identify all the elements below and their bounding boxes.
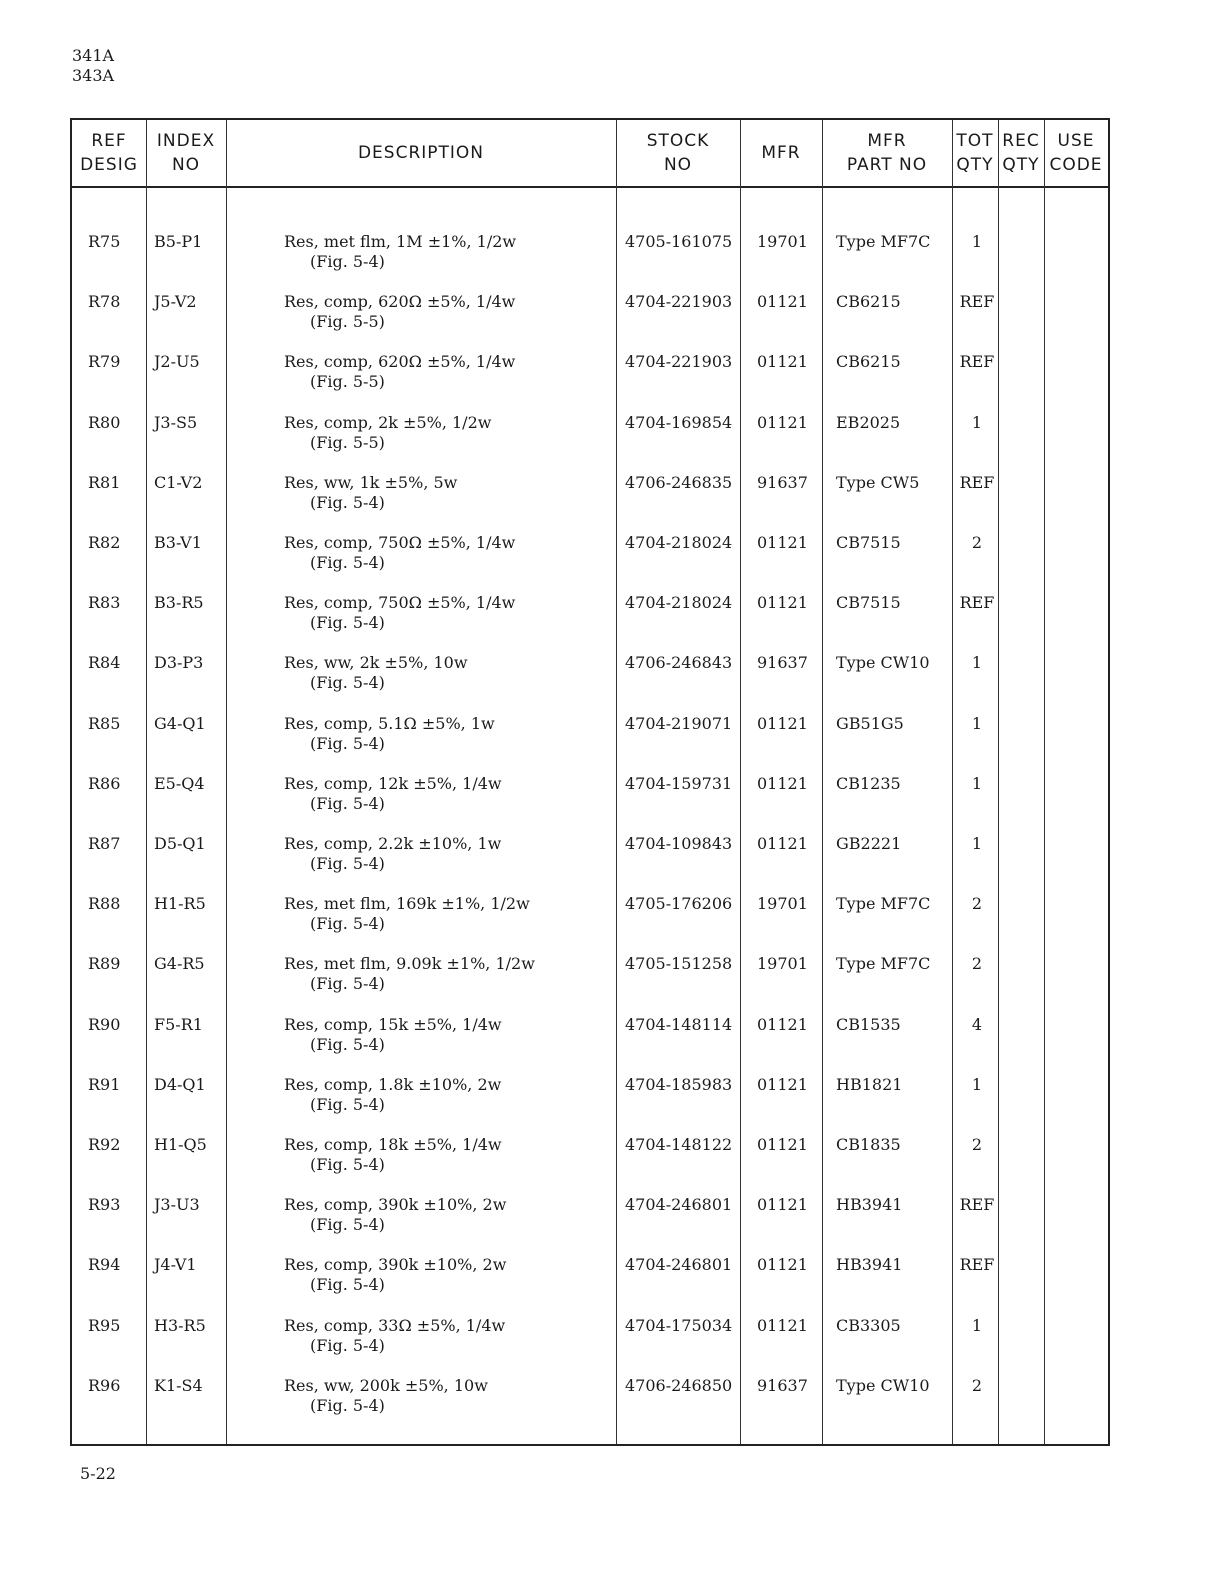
cell-description xyxy=(284,1135,502,1175)
cell-description xyxy=(284,292,515,332)
cell-index-no: B5-P1 xyxy=(154,232,203,251)
cell-stock-no: 4704-148114 xyxy=(625,1014,733,1034)
cell-description xyxy=(284,473,457,513)
figure-reference: (Fig. 5-4) xyxy=(310,793,385,813)
description-text: Res, comp, 15k ±5%, 1/4w xyxy=(284,1014,502,1034)
cell-description xyxy=(284,352,515,392)
cell-index-no: D5-Q1 xyxy=(154,834,206,853)
header-use-code: USE CODE xyxy=(1049,131,1103,175)
cell-index-no: H3-R5 xyxy=(154,1315,206,1335)
description-text: Res, comp, 5.1Ω ±5%, 1w xyxy=(284,713,495,733)
cell-description xyxy=(284,1195,506,1235)
cell-description xyxy=(284,894,530,934)
cell-description xyxy=(284,1015,502,1055)
figure-reference: (Fig. 5-4) xyxy=(310,492,385,512)
description-text: Res, met flm, 1M ±1%, 1/2w xyxy=(284,232,517,251)
figure-reference: (Fig. 5-5) xyxy=(310,312,385,332)
cell-ref-desig: R90 xyxy=(88,1014,121,1034)
cell-ref-desig: R75 xyxy=(88,232,121,251)
cell-mfr: 91637 xyxy=(757,1375,808,1395)
cell-ref-desig: R83 xyxy=(88,593,121,613)
cell-ref-desig: R91 xyxy=(88,1074,121,1094)
cell-index-no: D3-P3 xyxy=(154,653,204,673)
cell-mfr: 91637 xyxy=(757,653,808,673)
cell-tot-qty: 4 xyxy=(971,1014,983,1034)
figure-reference: (Fig. 5-4) xyxy=(310,613,385,633)
header-index-no: INDEX NO xyxy=(156,131,216,175)
cell-mfr: 01121 xyxy=(757,1074,808,1094)
cell-ref-desig: R96 xyxy=(88,1375,121,1395)
cell-ref-desig: R95 xyxy=(88,1315,121,1335)
cell-mfr: 01121 xyxy=(757,834,808,853)
cell-ref-desig: R78 xyxy=(88,292,121,312)
description-text: Res, comp, 390k ±10%, 2w xyxy=(284,1195,507,1215)
column-divider xyxy=(740,120,741,1444)
figure-reference: (Fig. 5-4) xyxy=(310,1155,385,1174)
cell-description xyxy=(284,1316,505,1356)
description-text: Res, ww, 2k ±5%, 10w xyxy=(284,653,468,673)
model-numbers xyxy=(72,46,114,86)
cell-mfr-part-no: CB7515 xyxy=(836,593,901,613)
page-number: 5-22 xyxy=(80,1464,116,1483)
cell-index-no: H1-R5 xyxy=(154,894,206,914)
cell-mfr-part-no: Type CW10 xyxy=(836,1375,930,1395)
description-text: Res, ww, 200k ±5%, 10w xyxy=(284,1375,488,1395)
header-mfr: MFR xyxy=(761,143,801,163)
column-divider xyxy=(226,120,227,1444)
column-divider xyxy=(952,120,953,1444)
cell-mfr: 01121 xyxy=(757,533,808,552)
cell-description xyxy=(284,533,515,573)
header-tot-qty: TOT QTY xyxy=(956,131,994,175)
cell-ref-desig: R86 xyxy=(88,773,121,793)
cell-mfr-part-no: Type MF7C xyxy=(836,894,931,914)
cell-mfr-part-no: HB3941 xyxy=(836,1255,903,1275)
cell-mfr: 01121 xyxy=(757,292,808,312)
header-mfr-part-no: MFR PART NO xyxy=(846,131,928,175)
cell-index-no: K1-S4 xyxy=(154,1375,203,1395)
cell-tot-qty: REF xyxy=(959,1195,995,1215)
column-divider xyxy=(616,120,617,1444)
cell-mfr: 19701 xyxy=(757,232,808,251)
cell-ref-desig: R82 xyxy=(88,533,121,552)
header-stock-no: STOCK NO xyxy=(646,131,710,175)
cell-description xyxy=(284,774,502,814)
column-divider xyxy=(822,120,823,1444)
cell-tot-qty: REF xyxy=(959,472,995,492)
cell-description xyxy=(284,954,535,994)
cell-mfr-part-no: HB1821 xyxy=(836,1074,903,1094)
column-divider xyxy=(146,120,147,1444)
description-text: Res, comp, 620Ω ±5%, 1/4w xyxy=(284,352,516,372)
description-text: Res, comp, 390k ±10%, 2w xyxy=(284,1255,507,1275)
figure-reference: (Fig. 5-4) xyxy=(310,1395,385,1415)
cell-mfr: 01121 xyxy=(757,412,808,432)
cell-tot-qty: 1 xyxy=(971,834,983,853)
cell-stock-no: 4704-219071 xyxy=(625,713,733,733)
figure-reference: (Fig. 5-4) xyxy=(310,733,385,753)
cell-tot-qty: 2 xyxy=(971,1135,983,1154)
cell-mfr: 01121 xyxy=(757,773,808,793)
cell-mfr: 01121 xyxy=(757,1195,808,1215)
cell-mfr: 01121 xyxy=(757,352,808,372)
cell-ref-desig: R81 xyxy=(88,472,121,492)
cell-mfr-part-no: EB2025 xyxy=(836,412,901,432)
cell-mfr-part-no: GB2221 xyxy=(836,834,902,853)
cell-mfr: 19701 xyxy=(757,954,808,974)
header-ref-desig: REF DESIG xyxy=(80,131,138,175)
description-text: Res, comp, 12k ±5%, 1/4w xyxy=(284,773,502,793)
figure-reference: (Fig. 5-4) xyxy=(310,1335,385,1355)
cell-description xyxy=(284,593,515,633)
cell-tot-qty: 2 xyxy=(971,533,983,552)
cell-stock-no: 4705-161075 xyxy=(625,232,733,251)
header-rec-qty: REC QTY xyxy=(1002,131,1040,175)
cell-ref-desig: R87 xyxy=(88,834,121,853)
cell-tot-qty: REF xyxy=(959,292,995,312)
cell-tot-qty: 1 xyxy=(971,1315,983,1335)
cell-mfr: 01121 xyxy=(757,1014,808,1034)
description-text: Res, ww, 1k ±5%, 5w xyxy=(284,472,458,492)
figure-reference: (Fig. 5-4) xyxy=(310,553,385,572)
cell-index-no: J2-U5 xyxy=(154,352,200,372)
figure-reference: (Fig. 5-5) xyxy=(310,432,385,452)
figure-reference: (Fig. 5-4) xyxy=(310,1275,385,1295)
cell-stock-no: 4704-246801 xyxy=(625,1195,733,1215)
cell-mfr-part-no: CB7515 xyxy=(836,533,901,552)
cell-ref-desig: R88 xyxy=(88,894,121,914)
cell-tot-qty: 1 xyxy=(971,713,983,733)
cell-tot-qty: 1 xyxy=(971,773,983,793)
cell-index-no: G4-Q1 xyxy=(154,713,206,733)
cell-mfr-part-no: Type MF7C xyxy=(836,954,931,974)
cell-description xyxy=(284,232,516,272)
cell-mfr-part-no: Type CW10 xyxy=(836,653,930,673)
cell-mfr-part-no: HB3941 xyxy=(836,1195,903,1215)
model-number-1: 341A xyxy=(72,46,115,65)
cell-mfr-part-no: Type MF7C xyxy=(836,232,931,251)
cell-description xyxy=(284,714,495,754)
cell-ref-desig: R79 xyxy=(88,352,121,372)
cell-mfr: 01121 xyxy=(757,593,808,613)
description-text: Res, comp, 18k ±5%, 1/4w xyxy=(284,1135,502,1154)
column-divider xyxy=(1044,120,1045,1444)
figure-reference: (Fig. 5-4) xyxy=(310,252,385,271)
cell-mfr-part-no: CB1535 xyxy=(836,1014,901,1034)
cell-stock-no: 4704-221903 xyxy=(625,352,733,372)
cell-index-no: F5-R1 xyxy=(154,1014,203,1034)
cell-mfr-part-no: GB51G5 xyxy=(836,713,904,733)
cell-stock-no: 4705-176206 xyxy=(625,894,733,914)
cell-index-no: H1-Q5 xyxy=(154,1135,207,1154)
description-text: Res, comp, 750Ω ±5%, 1/4w xyxy=(284,533,516,552)
cell-description xyxy=(284,1376,488,1416)
cell-mfr: 19701 xyxy=(757,894,808,914)
cell-mfr-part-no: Type CW5 xyxy=(836,472,920,492)
description-text: Res, comp, 750Ω ±5%, 1/4w xyxy=(284,593,516,613)
cell-index-no: B3-R5 xyxy=(154,593,204,613)
cell-mfr-part-no: CB6215 xyxy=(836,352,901,372)
figure-reference: (Fig. 5-4) xyxy=(310,1215,385,1235)
cell-tot-qty: 2 xyxy=(971,954,983,974)
cell-stock-no: 4704-148122 xyxy=(625,1135,733,1154)
cell-mfr-part-no: CB6215 xyxy=(836,292,901,312)
cell-index-no: J4-V1 xyxy=(154,1255,197,1275)
description-text: Res, comp, 620Ω ±5%, 1/4w xyxy=(284,292,516,312)
cell-stock-no: 4704-246801 xyxy=(625,1255,733,1275)
cell-ref-desig: R80 xyxy=(88,412,121,432)
model-number-2: 343A xyxy=(72,66,115,85)
description-text: Res, comp, 33Ω ±5%, 1/4w xyxy=(284,1315,506,1335)
cell-description xyxy=(284,1255,506,1295)
cell-stock-no: 4705-151258 xyxy=(625,954,733,974)
cell-ref-desig: R85 xyxy=(88,713,121,733)
cell-mfr: 01121 xyxy=(757,713,808,733)
cell-mfr-part-no: CB1835 xyxy=(836,1135,901,1154)
cell-mfr: 01121 xyxy=(757,1135,808,1154)
column-divider xyxy=(998,120,999,1444)
cell-tot-qty: 1 xyxy=(971,412,983,432)
cell-ref-desig: R84 xyxy=(88,653,121,673)
cell-ref-desig: R89 xyxy=(88,954,121,974)
cell-stock-no: 4704-159731 xyxy=(625,773,733,793)
cell-stock-no: 4706-246835 xyxy=(625,472,733,492)
cell-tot-qty: REF xyxy=(959,1255,995,1275)
cell-tot-qty: REF xyxy=(959,593,995,613)
cell-index-no: C1-V2 xyxy=(154,472,203,492)
cell-stock-no: 4704-175034 xyxy=(625,1315,733,1335)
cell-tot-qty: 2 xyxy=(971,1375,983,1395)
cell-mfr-part-no: CB1235 xyxy=(836,773,901,793)
figure-reference: (Fig. 5-4) xyxy=(310,854,385,873)
cell-ref-desig: R93 xyxy=(88,1195,121,1215)
cell-index-no: J3-S5 xyxy=(154,412,198,432)
cell-mfr-part-no: CB3305 xyxy=(836,1315,901,1335)
cell-tot-qty: 1 xyxy=(971,653,983,673)
cell-description xyxy=(284,1075,501,1115)
description-text: Res, met flm, 9.09k ±1%, 1/2w xyxy=(284,954,535,974)
cell-index-no: E5-Q4 xyxy=(154,773,205,793)
figure-reference: (Fig. 5-4) xyxy=(310,974,385,994)
cell-stock-no: 4706-246850 xyxy=(625,1375,733,1395)
cell-tot-qty: 2 xyxy=(971,894,983,914)
cell-tot-qty: 1 xyxy=(971,232,983,251)
cell-index-no: B3-V1 xyxy=(154,533,202,552)
cell-index-no: D4-Q1 xyxy=(154,1074,206,1094)
cell-stock-no: 4706-246843 xyxy=(625,653,733,673)
header-description: DESCRIPTION xyxy=(357,143,485,163)
cell-stock-no: 4704-218024 xyxy=(625,533,733,552)
cell-description xyxy=(284,834,501,874)
description-text: Res, met flm, 169k ±1%, 1/2w xyxy=(284,894,530,914)
cell-description xyxy=(284,413,491,453)
figure-reference: (Fig. 5-4) xyxy=(310,673,385,693)
cell-index-no: J3-U3 xyxy=(154,1195,200,1215)
cell-tot-qty: REF xyxy=(959,352,995,372)
cell-index-no: J5-V2 xyxy=(154,292,197,312)
cell-tot-qty: 1 xyxy=(971,1074,983,1094)
figure-reference: (Fig. 5-4) xyxy=(310,1094,385,1114)
parts-list-table xyxy=(70,118,1110,1446)
cell-stock-no: 4704-109843 xyxy=(625,834,733,853)
description-text: Res, comp, 1.8k ±10%, 2w xyxy=(284,1074,502,1094)
cell-mfr: 01121 xyxy=(757,1315,808,1335)
cell-ref-desig: R94 xyxy=(88,1255,121,1275)
cell-stock-no: 4704-218024 xyxy=(625,593,733,613)
description-text: Res, comp, 2k ±5%, 1/2w xyxy=(284,412,492,432)
cell-stock-no: 4704-169854 xyxy=(625,412,733,432)
figure-reference: (Fig. 5-4) xyxy=(310,1034,385,1054)
cell-mfr: 91637 xyxy=(757,472,808,492)
cell-stock-no: 4704-185983 xyxy=(625,1074,733,1094)
figure-reference: (Fig. 5-5) xyxy=(310,372,385,392)
cell-index-no: G4-R5 xyxy=(154,954,205,974)
cell-mfr: 01121 xyxy=(757,1255,808,1275)
cell-description xyxy=(284,653,468,693)
description-text: Res, comp, 2.2k ±10%, 1w xyxy=(284,834,502,853)
cell-stock-no: 4704-221903 xyxy=(625,292,733,312)
cell-ref-desig: R92 xyxy=(88,1135,121,1154)
figure-reference: (Fig. 5-4) xyxy=(310,914,385,934)
